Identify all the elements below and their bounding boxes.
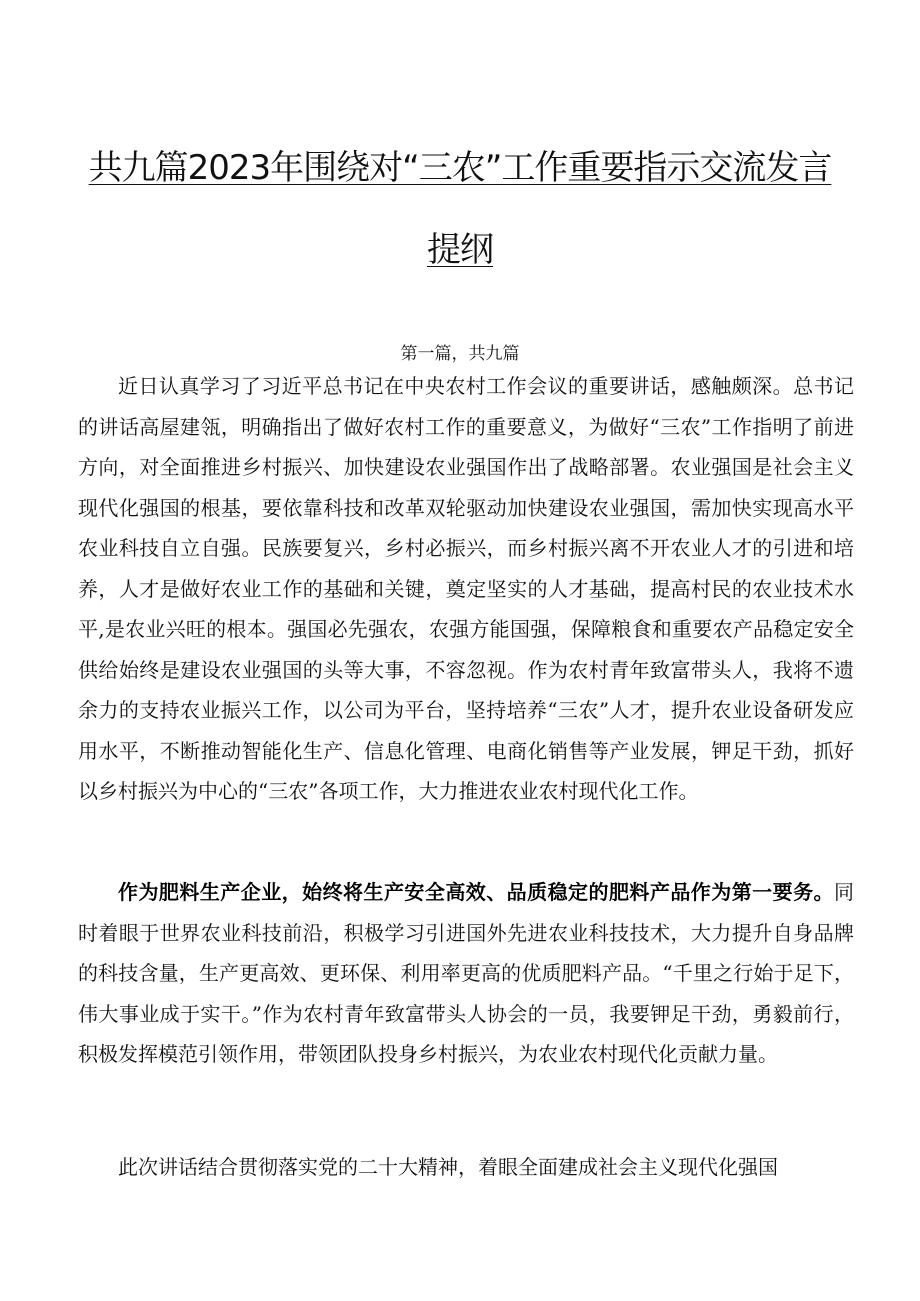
paragraph-2 — [78, 872, 854, 1075]
document-title-line-1: 共九篇2023年围绕对“三农”工作重要指示交流发言 — [88, 148, 832, 188]
document-title-line-2: 提纲 — [427, 230, 493, 270]
paragraph-3: 此次讲话结合贯彻落实党的二十大精神，着眼全面建成社会主义现代化强国 — [118, 1155, 778, 1179]
paragraph-1: 近日认真学习了习近平总书记在中央农村工作会议的重要讲话，感触颇深。总书记的讲话高屋建瓴，明确指出了做好农村工作的重要意义，为做好“三农”工作指明了前进方向，对全面推进乡村振兴、加快建设农业强国作出了战略部署。农业强国是社会主义现代化强国的根基，要依靠科技和改革双轮驱动加快建设农业强国，需加快实现高水平农业科技自立自强。民族要复兴，乡村必振兴，而乡村振兴离不开农业人才的引进和培养，人才是做好农业工作的基础和关键，奠定坚实的人才基础，提高村民的农业技术水平,是农业兴旺的根本。强国必先强农，农强方能国强，保障粮食和重要农产品稳定安全供给始终是建设农业强国的头等大事，不容忽视。作为农村青年致富带头人，我将不遗余力的支持农业振兴工作，以公司为平台，坚持培养“三农”人才，提升农业设备研发应用水平，不断推动智能化生产、信息化管理、电商化销售等产业发展，钾足干劲，抓好以乡村振兴为中心的“三农”各项工作，大力推进农业农村现代化工作。 — [78, 374, 854, 803]
paragraph-2-bold-lead: 作为肥料生产企业，始终将生产安全高效、品质稳定的肥料产品作为第一要务。 — [118, 880, 834, 904]
section-heading: 第一篇，共九篇 — [400, 344, 520, 364]
paragraph-2-rest: 同时着眼于世界农业科技前沿，积极学习引进国外先进农业科技技术，大力提升自身品牌的科技含量，生产更高效、更环保、利用率更高的优质肥料产品。“千里之行始于足下，伟大事业成于实干。”作为农村青年致富带头人协会的一员，我要钾足干劲，勇毅前行，积极发挥模范引领作用，带领团队投身乡村振兴，为农业农村现代化贡献力量。 — [78, 880, 854, 1066]
